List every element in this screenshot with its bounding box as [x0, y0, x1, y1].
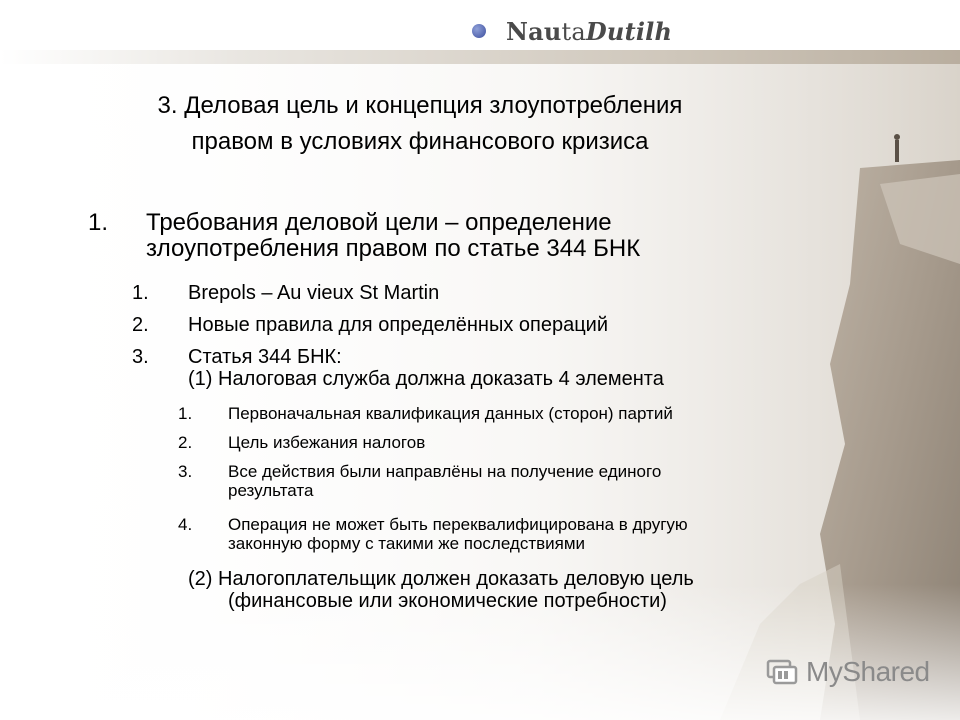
list-number: 1.: [178, 404, 193, 423]
myshared-text: MyShared: [806, 656, 930, 687]
list-text: Новые правила для определённых операций: [188, 314, 609, 336]
list-number: 2.: [178, 433, 193, 452]
list-number: 3.: [132, 346, 149, 368]
cliff-background-image: [0, 64, 960, 720]
list-text: Первоначальная квалификация данных (сторон) партий: [228, 404, 673, 423]
list-text: Операция не может быть переквалифицирована в другую законную форму с такими же последствиями: [228, 515, 688, 553]
slide-title: [60, 88, 780, 160]
myshared-watermark: [766, 656, 930, 688]
list-number: 4.: [178, 515, 193, 534]
header-strip: [0, 50, 960, 64]
slide-title-line1: 3. Деловая цель и концепция злоупотребления: [157, 92, 683, 119]
list-number: 1.: [132, 282, 149, 304]
list-text: Требования деловой цели – определение злоупотребления правом по статье 344 БНК: [146, 209, 641, 262]
myshared-logo-icon: [766, 657, 798, 687]
list-number: 2.: [132, 314, 149, 336]
list-text: Цель избежания налогов: [228, 433, 426, 452]
slide-title-line2: правом в условиях финансового кризиса: [191, 128, 649, 155]
logo-dot-icon: [472, 24, 486, 38]
list-text: Статья 344 БНК: (1) Налоговая служба должна доказать 4 элемента: [188, 346, 664, 390]
list-text: Brepols – Au vieux St Martin: [188, 282, 440, 304]
list-text: Все действия были направлёны на получение единого результата: [228, 462, 662, 500]
list-number: 3.: [178, 462, 193, 481]
logo-text: NautaDutilh: [506, 16, 673, 46]
closing-text: (2) Налогоплательщик должен доказать деловую цель (финансовые или экономические потребности): [188, 568, 694, 612]
list-number: 1.: [88, 209, 109, 236]
nautadutilh-logo: [472, 14, 672, 48]
